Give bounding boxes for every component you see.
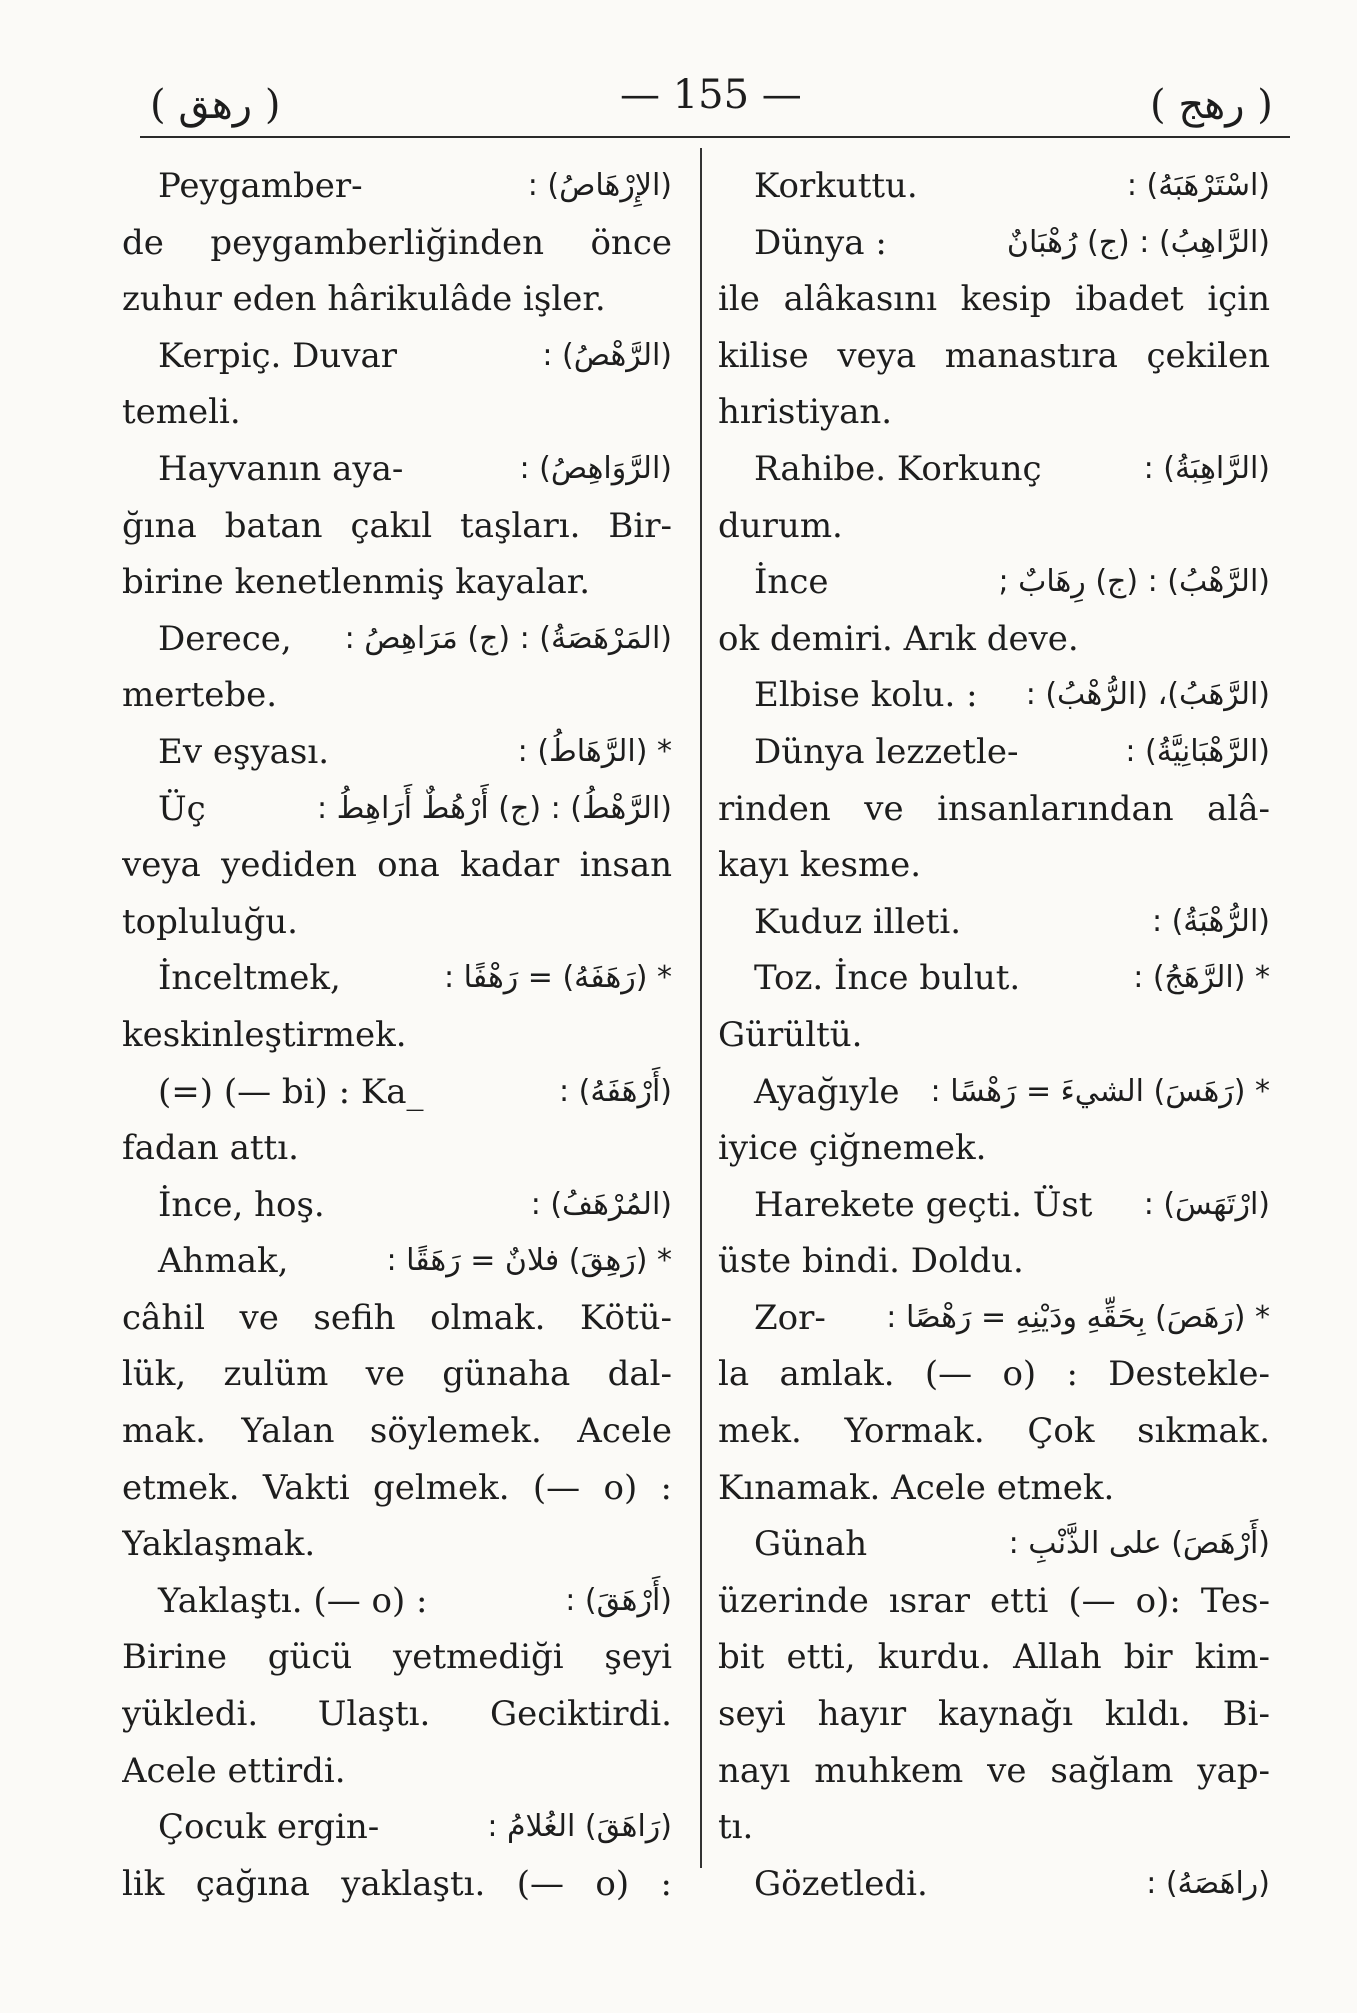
dictionary-entry [718, 724, 1270, 781]
text-line: Gürültü. [718, 1014, 863, 1055]
text-line: veya yediden ona kadar insan [122, 845, 672, 886]
entry-arabic-headword: (رَاهَقَ) الغُلامُ : [487, 1809, 672, 1845]
entry-translation: Ayağıyle [754, 1071, 900, 1112]
text-line: Acele ettirdi. [122, 1750, 346, 1791]
text-line: bit etti, kurdu. Allah bir kim- [718, 1637, 1270, 1678]
column-divider [700, 148, 702, 1868]
entry-arabic-headword: * (الرَّهَجُ) : [1133, 960, 1270, 996]
entry-translation: İnce [754, 562, 829, 603]
text-line: temeli. [122, 392, 241, 433]
entry-arabic-headword: * (رَهَفَهُ) = رَهْفًا : [444, 960, 672, 996]
entry-arabic-headword: (اسْتَرْهَبَهُ) : [1126, 168, 1270, 203]
entry-arabic-headword: (الرَّهَبُ)، (الرُّهْبُ) : [1025, 677, 1270, 713]
entry-arabic-headword: * (رَهَصَ) بِحَقِّهِ ودَيْنِهِ = رَهْصًا : [886, 1299, 1270, 1335]
entry-translation: Harekete geçti. Üst [754, 1184, 1093, 1225]
entry-translation: Derece, [158, 618, 292, 659]
entry-arabic-headword: (أَرْهَصَ) على الذَّنْبِ : [1008, 1526, 1270, 1562]
text-line: yükledi. Ulaştı. Geciktirdi. [122, 1694, 672, 1735]
dictionary-entry [122, 1573, 672, 1630]
entry-arabic-headword: (ارْتَهَسَ) : [1143, 1186, 1270, 1222]
dictionary-entry [718, 950, 1270, 1007]
entry-translation: Peygamber- [158, 166, 363, 206]
dictionary-entry [122, 950, 672, 1007]
left-column [122, 158, 672, 1912]
dictionary-entry [122, 1233, 672, 1290]
entry-arabic-headword: * (الرَّهَاطُ) : [517, 733, 672, 769]
entry-translation: İnce, hoş. [158, 1184, 325, 1225]
dictionary-entry [122, 328, 672, 385]
header-rule [140, 136, 1290, 138]
text-line: zuhur eden hârikulâde işler. [122, 279, 606, 320]
text-line: etmek. Vakti gelmek. (— o) : [122, 1467, 672, 1508]
text-line: tı. [718, 1807, 754, 1848]
entry-arabic-headword: (المُرْهَفُ) : [530, 1186, 672, 1222]
dictionary-entry [122, 1177, 672, 1234]
dictionary-entry [718, 441, 1270, 498]
dictionary-entry [122, 1064, 672, 1121]
entry-translation: Korkuttu. [754, 166, 918, 206]
dictionary-entry [718, 215, 1270, 272]
entry-arabic-headword: (الرَّهْبُ) : (ج) رِهَابٌ ; [998, 564, 1270, 600]
entry-arabic-headword: (الرُّهْبَةُ) : [1151, 903, 1270, 939]
text-line: kayı kesme. [718, 845, 922, 886]
text-line: mertebe. [122, 675, 278, 716]
dictionary-entry [718, 667, 1270, 724]
page-header [0, 0, 1357, 140]
dictionary-entry [718, 1177, 1270, 1234]
entry-translation: Günah [754, 1524, 868, 1565]
entry-arabic-headword: (الرَّهْصُ) : [542, 337, 672, 373]
entry-translation: Dünya : [754, 222, 887, 263]
text-line: Yaklaşmak. [122, 1524, 316, 1565]
text-line: lük, zulüm ve günaha dal- [122, 1354, 672, 1395]
entry-translation: Hayvanın aya- [158, 448, 404, 489]
entry-arabic-headword: * (رَهَسَ) الشيءَ = رَهْسًا : [930, 1073, 1270, 1109]
entry-arabic-headword: * (رَهِقَ) فلانٌ = رَهَقًا : [386, 1243, 672, 1279]
entry-translation: İnceltmek, [158, 958, 341, 999]
dictionary-entry [718, 1290, 1270, 1347]
text-line: üzerinde ısrar etti (— o): Tes- [718, 1580, 1270, 1621]
text-line: üste bindi. Doldu. [718, 1241, 1024, 1282]
entry-translation: Ahmak, [158, 1241, 289, 1282]
entry-translation: Dünya lezzetle- [754, 731, 1019, 772]
text-line: de peygamberliğinden önce [122, 222, 672, 263]
header-right-root: ( رهج ) [1150, 82, 1273, 128]
entry-translation: Rahibe. Korkunç [754, 448, 1042, 489]
entry-translation: Yaklaştı. (— o) : [158, 1580, 428, 1621]
dictionary-entry [122, 611, 672, 668]
text-line: nayı muhkem ve sağlam yap- [718, 1750, 1270, 1791]
entry-arabic-headword: (الرَّوَاهِصُ) : [519, 450, 672, 486]
dictionary-entry [122, 158, 672, 215]
entry-arabic-headword: (الرَّهْبَانِيَّةُ) : [1125, 733, 1270, 769]
page-number: — 155 — [620, 72, 802, 118]
entry-translation: Üç [158, 788, 206, 829]
entry-arabic-headword: (الرَّاهِبَةُ) : [1143, 450, 1270, 486]
dictionary-entry [122, 441, 672, 498]
text-line: fadan attı. [122, 1128, 299, 1169]
dictionary-entry [718, 554, 1270, 611]
entry-translation: Kerpiç. Duvar [158, 335, 398, 376]
entry-translation: Zor- [754, 1297, 826, 1338]
dictionary-entry [718, 1856, 1270, 1913]
text-line: ok demiri. Arık deve. [718, 618, 1079, 659]
entry-arabic-headword: (راهَصَهُ) : [1146, 1865, 1270, 1901]
text-line: keskinleştirmek. [122, 1014, 407, 1055]
text-line: hıristiyan. [718, 392, 893, 433]
text-line: câhil ve sefih olmak. Kötü- [122, 1297, 672, 1338]
entry-translation: Gözetledi. [754, 1863, 928, 1904]
entry-arabic-headword: (الرَّهْطُ) : (ج) أَرْهُطٌ أَرَاهِطُ : [317, 790, 672, 826]
entry-arabic-headword: (أَرْهَقَ) : [565, 1582, 672, 1618]
text-line: ğına batan çakıl taşları. Bir- [122, 505, 672, 546]
text-line: mak. Yalan söylemek. Acele [122, 1411, 672, 1452]
right-column [718, 158, 1270, 1912]
dictionary-entry [122, 1799, 672, 1856]
entry-translation: Kuduz illeti. [754, 901, 962, 942]
dictionary-entry [718, 158, 1270, 215]
header-left-root: ( رهق ) [150, 82, 281, 128]
text-line: topluluğu. [122, 901, 298, 942]
dictionary-entry [122, 781, 672, 838]
text-line: kilise veya manastıra çekilen [718, 335, 1270, 376]
dictionary-entry [718, 894, 1270, 951]
entry-translation: Elbise kolu. : [754, 675, 978, 716]
entry-arabic-headword: (الرَّاهِبُ) : (ج) رُهْبَانٌ [1006, 224, 1270, 260]
text-line: birine kenetlenmiş kayalar. [122, 562, 591, 603]
text-line: durum. [718, 505, 843, 546]
text-line: mek. Yormak. Çok sıkmak. [718, 1411, 1270, 1452]
text-line: ile alâkasını kesip ibadet için [718, 279, 1270, 320]
entry-translation: Toz. İnce bulut. [754, 958, 1021, 999]
text-line: Birine gücü yetmediği şeyi [122, 1637, 672, 1678]
text-line: la amlak. (— o) : Destekle- [718, 1354, 1270, 1395]
entry-translation: (=) (— bi) : Ka_ [158, 1071, 424, 1112]
text-line: lik çağına yaklaştı. (— o) : [122, 1863, 672, 1904]
entry-arabic-headword: (المَرْهَصَةُ) : (ج) مَرَاهِصُ : [344, 620, 672, 656]
dictionary-entry [718, 1064, 1270, 1121]
entry-arabic-headword: (الإِرْهَاصُ) : [527, 168, 672, 203]
text-line: Kınamak. Acele etmek. [718, 1467, 1115, 1508]
entry-arabic-headword: (أَرْهَفَهُ) : [559, 1073, 672, 1109]
entry-translation: Ev eşyası. [158, 731, 330, 772]
text-line: iyice çiğnemek. [718, 1128, 987, 1169]
entry-translation: Çocuk ergin- [158, 1807, 380, 1848]
dictionary-entry [718, 1516, 1270, 1573]
text-line: seyi hayır kaynağı kıldı. Bi- [718, 1694, 1270, 1735]
dictionary-entry [122, 724, 672, 781]
text-line: rinden ve insanlarından alâ- [718, 788, 1270, 829]
